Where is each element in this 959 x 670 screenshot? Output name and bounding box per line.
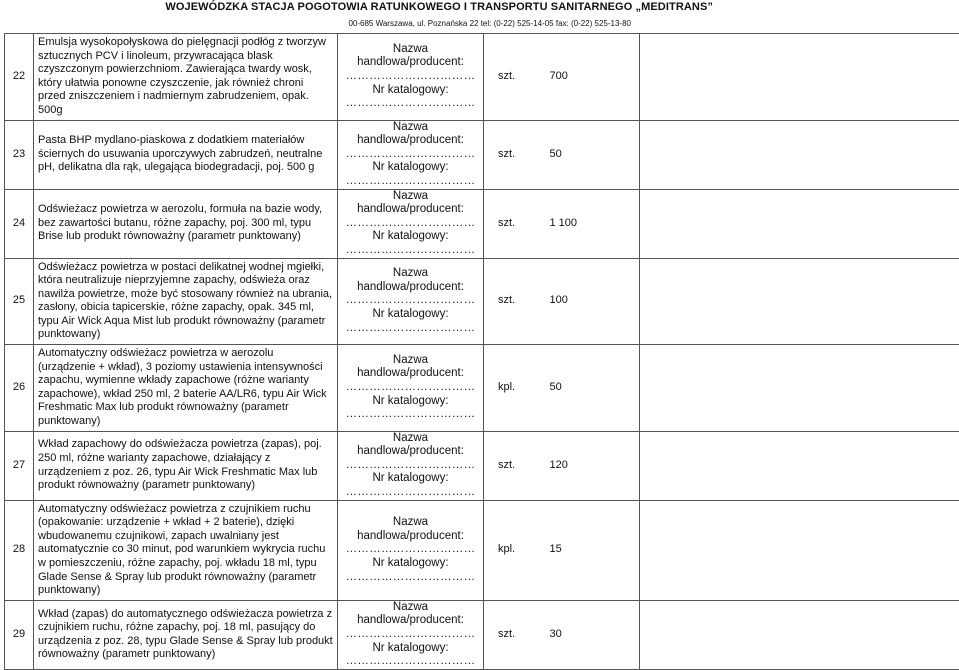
row-description: Automatyczny odświeżacz powietrza z czujnikiem ruchu (opakowanie: urządzenie + wkład + 2 baterie), dzięki wbudowanemu czujnikowi, zapach uwalniany jest automatycznie co 30 minut, pod warunkiem wykrycia ruchu w pomieszczeniu, różne zapachy, poj. wkładu 18 ml, typu Glade Sense & Spray lub produkt równoważny (parametr punktowany): [34, 500, 338, 600]
header-title: WOJEWÓDZKA STACJA POGOTOWIA RATUNKOWEGO I TRANSPORTU SANITARNEGO „MEDITRANS”: [165, 1, 713, 13]
table-row: [5, 34, 959, 121]
row-number: 26: [5, 345, 34, 432]
catalog-dots: ……………………………: [338, 97, 483, 111]
row-description: Emulsja wysokopołyskowa do pielęgnacji podłóg z tworzyw sztucznych PCV i linoleum, przywracająca blask czyszczonym powierzchniom. Zawierająca twardy wosk, który ułatwia ponowne czyszczenie, jak również chroni przed zniszczeniem i nadmiernym zabrudzeniem, opak. 500g: [34, 34, 338, 121]
row-description: Odświeżacz powietrza w aerozolu, formuła na bazie wody, bez zawartości butanu, różne zapachy, poj. 300 ml, typu Brise lub produkt równoważny (parametr punktowany): [34, 189, 338, 258]
producer-dots: ……………………………: [338, 459, 483, 473]
row-description: Pasta BHP mydlano-piaskowa z dodatkiem materiałów ściernych do usuwania uporczywych zabrudzeń, neutralne pH, delikatna dla rąk, ulegająca biodegradacji, poj. 500 g: [34, 120, 338, 189]
producer-dots: ……………………………: [338, 70, 483, 84]
empty-cell: [640, 431, 959, 500]
table-row: [5, 600, 959, 669]
page-header: [0, 0, 959, 32]
catalog-label: Nr katalogowy:: [338, 472, 483, 486]
producer-label: Nazwa handlowa/producent:: [338, 432, 483, 459]
producer-dots: ……………………………: [338, 543, 483, 557]
row-unit: kpl.: [484, 500, 538, 600]
empty-cell: [640, 345, 959, 432]
producer-cell: [338, 120, 484, 189]
producer-label: Nazwa handlowa/producent:: [338, 516, 483, 543]
row-quantity: 50: [538, 120, 640, 189]
catalog-label: Nr katalogowy:: [338, 161, 483, 175]
producer-dots: ……………………………: [338, 294, 483, 308]
table-row: [5, 431, 959, 500]
row-quantity: 700: [538, 34, 640, 121]
catalog-dots: ……………………………: [338, 486, 483, 500]
producer-cell: [338, 345, 484, 432]
row-unit: szt.: [484, 120, 538, 189]
catalog-label: Nr katalogowy:: [338, 395, 483, 409]
producer-dots: ……………………………: [338, 628, 483, 642]
producer-label: Nazwa handlowa/producent:: [338, 43, 483, 70]
row-number: 22: [5, 34, 34, 121]
catalog-dots: ……………………………: [338, 408, 483, 422]
producer-label: Nazwa handlowa/producent:: [338, 601, 483, 628]
row-description: Wkład zapachowy do odświeżacza powietrza (zapas), poj. 250 ml, różne warianty zapachowe, działający z urządzeniem z poz. 26, typu Air Wick Freshmatic Max lub produkt równoważny (parametr punktowany): [34, 431, 338, 500]
table-row: [5, 500, 959, 600]
catalog-label: Nr katalogowy:: [338, 230, 483, 244]
row-number: 24: [5, 189, 34, 258]
row-unit: szt.: [484, 600, 538, 669]
row-quantity: 120: [538, 431, 640, 500]
catalog-dots: ……………………………: [338, 244, 483, 258]
producer-cell: [338, 600, 484, 669]
row-quantity: 1 100: [538, 189, 640, 258]
header-address: 00-685 Warszawa, ul. Poznańska 22 tel: (0-22) 525-14-05 fax: (0-22) 525-13-80: [348, 19, 631, 28]
empty-cell: [640, 120, 959, 189]
producer-dots: ……………………………: [338, 148, 483, 162]
catalog-dots: ……………………………: [338, 571, 483, 585]
row-description: Wkład (zapas) do automatycznego odświeżacza powietrza z czujnikiem ruchu, różne zapachy, poj. 18 ml, pasujący do urządzenia z poz. 28, typu Glade Sense & Spray lub produkt równoważny (parametr punktowany): [34, 600, 338, 669]
producer-cell: [338, 500, 484, 600]
row-quantity: 50: [538, 345, 640, 432]
catalog-label: Nr katalogowy:: [338, 308, 483, 322]
row-number: 23: [5, 120, 34, 189]
producer-cell: [338, 431, 484, 500]
empty-cell: [640, 500, 959, 600]
table-row: [5, 258, 959, 345]
catalog-label: Nr katalogowy:: [338, 84, 483, 98]
empty-cell: [640, 258, 959, 345]
producer-label: Nazwa handlowa/producent:: [338, 354, 483, 381]
row-number: 25: [5, 258, 34, 345]
producer-cell: [338, 34, 484, 121]
producer-cell: [338, 258, 484, 345]
producer-dots: ……………………………: [338, 217, 483, 231]
row-number: 28: [5, 500, 34, 600]
producer-label: Nazwa handlowa/producent:: [338, 121, 483, 148]
producer-cell: [338, 189, 484, 258]
row-number: 29: [5, 600, 34, 669]
catalog-dots: ……………………………: [338, 322, 483, 336]
producer-label: Nazwa handlowa/producent:: [338, 190, 483, 217]
empty-cell: [640, 600, 959, 669]
table-row: [5, 189, 959, 258]
table-row: [5, 120, 959, 189]
row-quantity: 100: [538, 258, 640, 345]
row-number: 27: [5, 431, 34, 500]
row-description: Automatyczny odświeżacz powietrza w aerozolu (urządzenie + wkład), 3 poziomy ustawienia intensywności zapachu, wymienne wkłady zapachowe (różne warianty zapachowe), wkład 250 ml, 2 baterie AA/LR6, typu Air Wick Freshmatic Max lub produkt równoważny (parametr punktowany): [34, 345, 338, 432]
row-quantity: 30: [538, 600, 640, 669]
catalog-dots: ……………………………: [338, 175, 483, 189]
catalog-label: Nr katalogowy:: [338, 557, 483, 571]
producer-label: Nazwa handlowa/producent:: [338, 267, 483, 294]
row-unit: szt.: [484, 431, 538, 500]
row-unit: szt.: [484, 189, 538, 258]
row-unit: szt.: [484, 34, 538, 121]
producer-dots: ……………………………: [338, 381, 483, 395]
row-unit: szt.: [484, 258, 538, 345]
row-unit: kpl.: [484, 345, 538, 432]
row-quantity: 15: [538, 500, 640, 600]
products-table: [4, 33, 959, 670]
catalog-dots: ……………………………: [338, 655, 483, 669]
empty-cell: [640, 189, 959, 258]
row-description: Odświeżacz powietrza w postaci delikatnej wodnej mgiełki, która neutralizuje nieprzyjemne zapachy, odświeża oraz nawilża powietrze, może być stosowany również na ubrania, zasłony, obicia tapicerskie, różne zapachy, opak. 345 ml, typu Air Wick Aqua Mist lub produkt równoważny (parametr punktowany): [34, 258, 338, 345]
empty-cell: [640, 34, 959, 121]
table-row: [5, 345, 959, 432]
catalog-label: Nr katalogowy:: [338, 642, 483, 656]
